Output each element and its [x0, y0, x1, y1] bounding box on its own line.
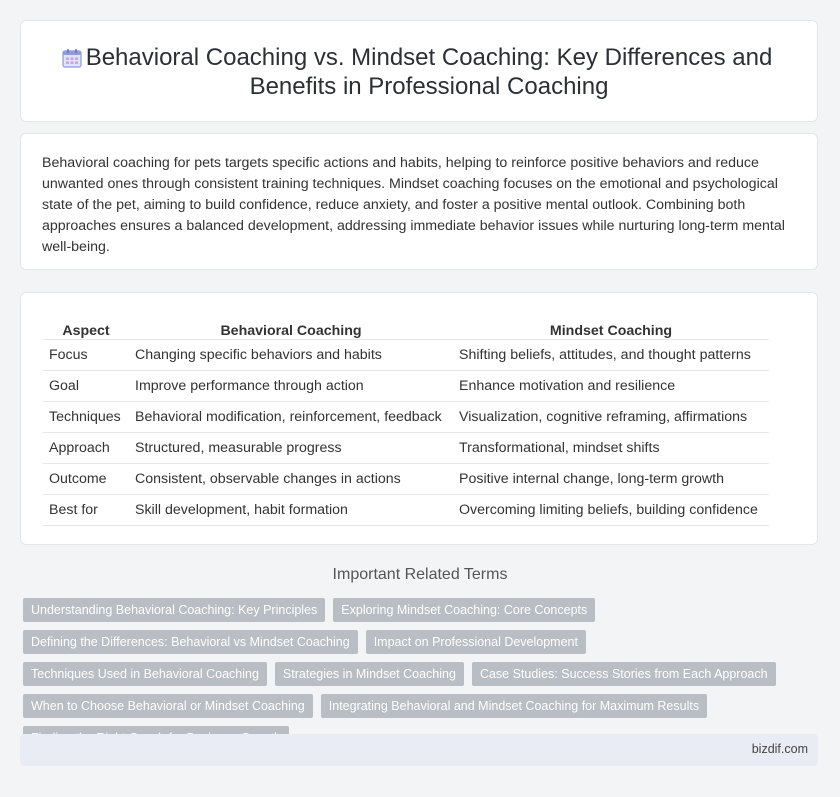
table-row	[43, 433, 769, 464]
related-term-tag[interactable]: Understanding Behavioral Coaching: Key Principles	[23, 598, 325, 622]
row-behavioral: Changing specific behaviors and habits	[129, 340, 453, 371]
row-aspect: Approach	[43, 433, 129, 464]
site-name[interactable]: bizdif.com	[751, 742, 808, 756]
row-aspect: Techniques	[43, 402, 129, 433]
row-mindset: Enhance motivation and resilience	[453, 371, 769, 402]
related-term-tag[interactable]: Impact on Professional Development	[366, 630, 586, 654]
header-mindset: Mindset Coaching	[453, 315, 769, 340]
intro-paragraph: Behavioral coaching for pets targets specific actions and habits, helping to reinforce positive behaviors and reduce unwanted ones through consistent training techniques. Mindset coaching focuses on the emotional and psychological state of the pet, aiming to build confidence, reduce anxiety, and foster a positive mental outlook. Combining both approaches ensures a balanced development, addressing immediate behavior issues while nurturing long-term mental well-being.	[42, 155, 785, 255]
related-terms-list	[23, 598, 813, 750]
row-aspect: Focus	[43, 340, 129, 371]
page-title: Behavioral Coaching vs. Mindset Coaching: Key Differences and Benefits in Professional Coaching	[85, 44, 773, 100]
related-terms-heading: Important Related Terms	[332, 566, 508, 583]
related-term-tag[interactable]: Integrating Behavioral and Mindset Coaching for Maximum Results	[321, 694, 707, 718]
table-row	[43, 371, 769, 402]
row-behavioral: Behavioral modification, reinforcement, feedback	[129, 402, 453, 433]
row-mindset: Shifting beliefs, attitudes, and thought patterns	[453, 340, 769, 371]
table-row	[43, 402, 769, 433]
header-card	[20, 20, 818, 122]
table-row	[43, 340, 769, 371]
header-behavioral: Behavioral Coaching	[129, 315, 453, 340]
row-aspect: Best for	[43, 495, 129, 526]
comparison-table	[43, 315, 769, 526]
related-term-tag[interactable]: Techniques Used in Behavioral Coaching	[23, 662, 267, 686]
table-row	[43, 464, 769, 495]
related-term-tag[interactable]: Case Studies: Success Stories from Each Approach	[472, 662, 776, 686]
row-aspect: Goal	[43, 371, 129, 402]
table-row	[43, 495, 769, 526]
related-term-tag[interactable]: When to Choose Behavioral or Mindset Coaching	[23, 694, 313, 718]
row-mindset: Visualization, cognitive reframing, affirmations	[453, 402, 769, 433]
row-mindset: Positive internal change, long-term growth	[453, 464, 769, 495]
related-term-tag[interactable]: Strategies in Mindset Coaching	[275, 662, 464, 686]
row-mindset: Transformational, mindset shifts	[453, 433, 769, 464]
row-behavioral: Structured, measurable progress	[129, 433, 453, 464]
row-behavioral: Consistent, observable changes in actions	[129, 464, 453, 495]
header-aspect: Aspect	[43, 315, 129, 340]
intro-card	[20, 133, 818, 270]
related-term-tag[interactable]: Defining the Differences: Behavioral vs Mindset Coaching	[23, 630, 358, 654]
row-aspect: Outcome	[43, 464, 129, 495]
row-mindset: Overcoming limiting beliefs, building confidence	[453, 495, 769, 526]
row-behavioral: Skill development, habit formation	[129, 495, 453, 526]
table-header-row	[43, 315, 769, 340]
footer-bar	[20, 734, 818, 766]
related-term-tag[interactable]: Exploring Mindset Coaching: Core Concepts	[333, 598, 595, 622]
comparison-card	[20, 292, 818, 545]
row-behavioral: Improve performance through action	[129, 371, 453, 402]
